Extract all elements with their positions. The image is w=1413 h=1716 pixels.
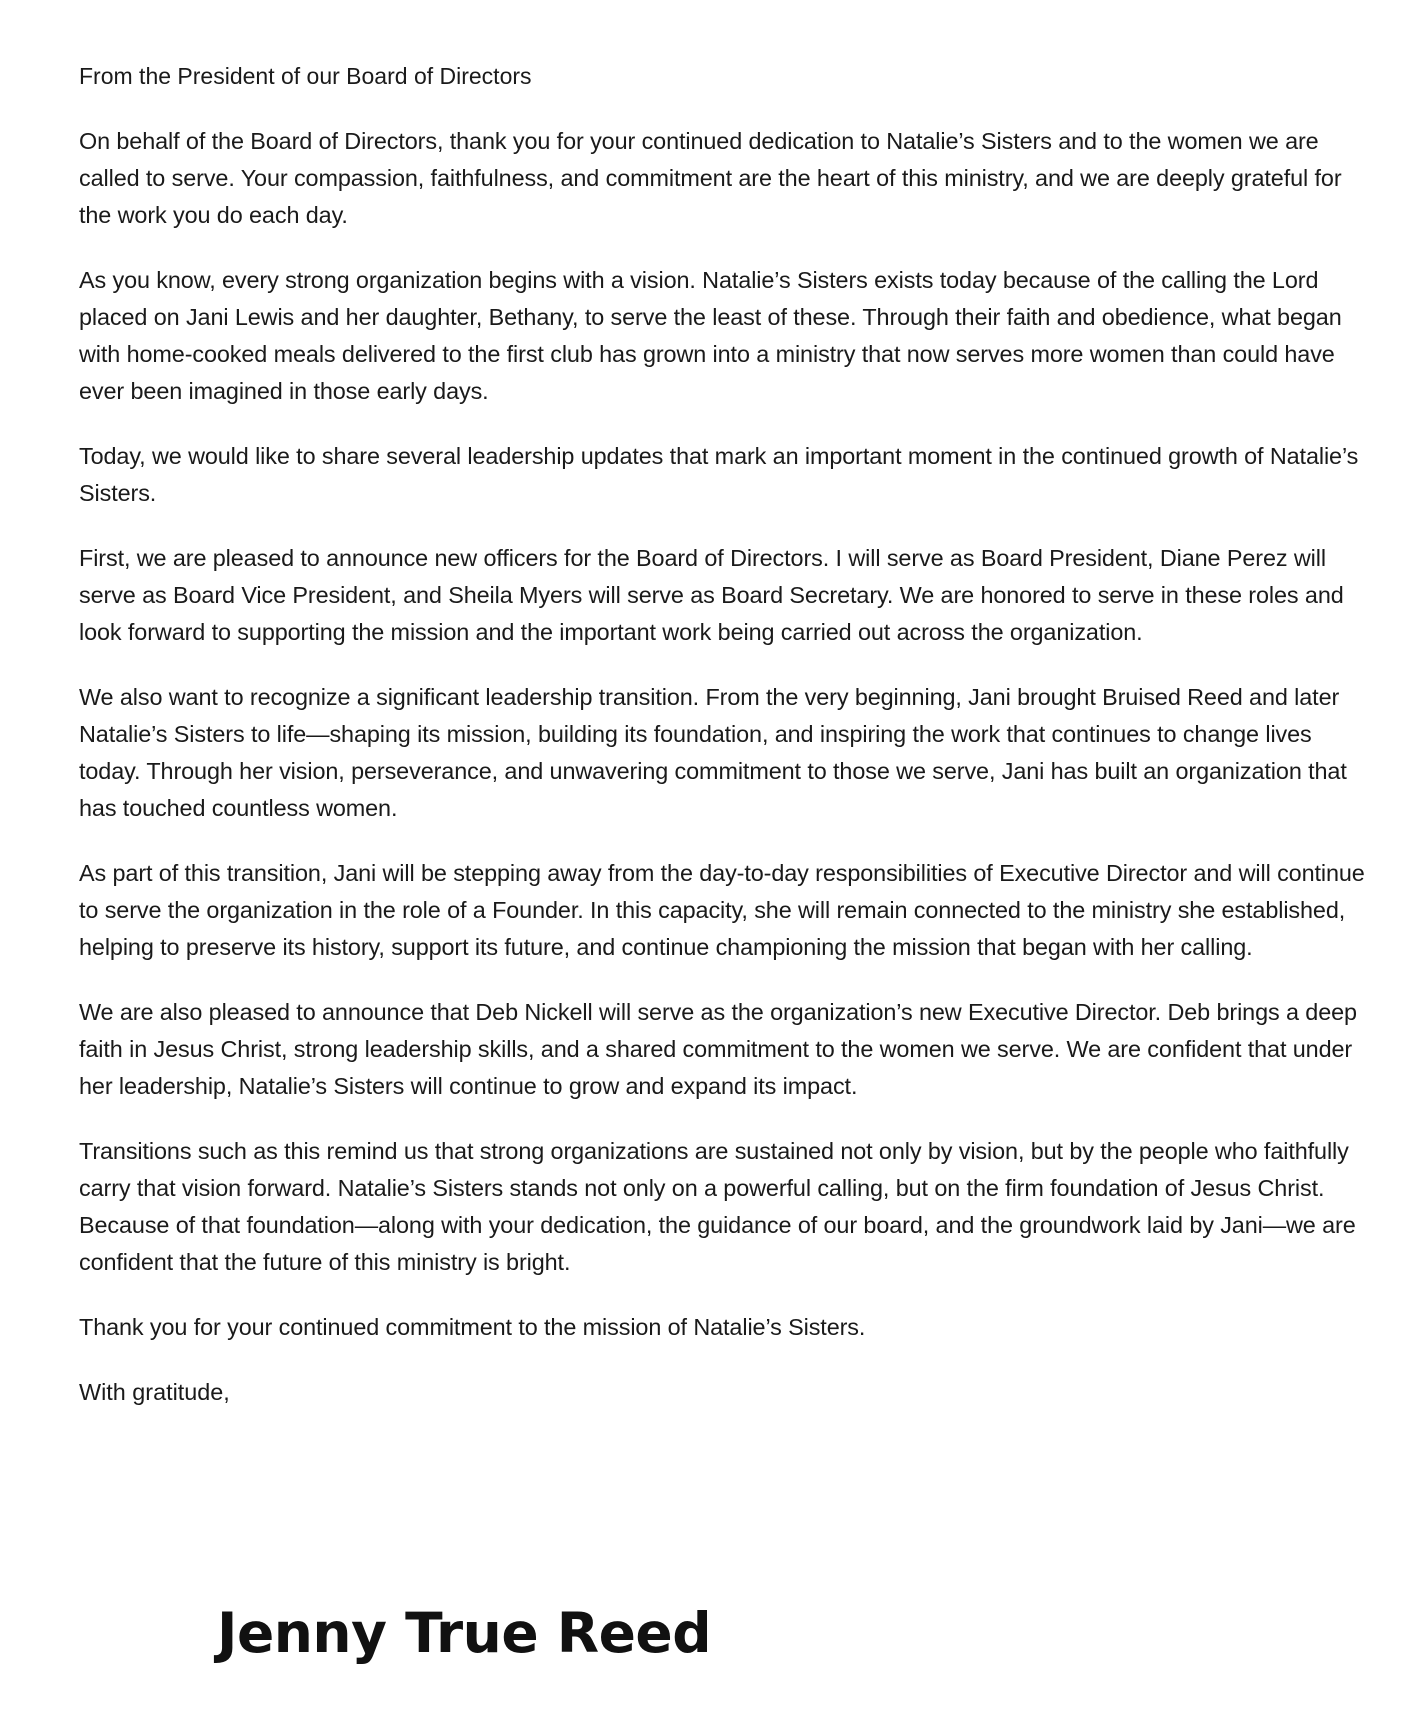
paragraph-vision: As you know, every strong organization begins with a vision. Natalie’s Sisters exists today because of the calling the Lord placed on Jani Lewis and her daughter, Bethany, to serve the least of these. Through their faith and obedience, what began with home-cooked meals delivered to the first club has grown into a ministry that now serves more women than could have ever been imagined in those early days.: [79, 267, 1342, 404]
paragraph-founder: As part of this transition, Jani will be stepping away from the day-to-day responsibilities of Executive Director and will continue to serve the organization in the role of a Founder. In this capacity, she will remain connected to the ministry she established, helping to preserve its history, support its future, and continue championing the mission that began with her calling.: [79, 860, 1365, 960]
letter-body: [79, 58, 1379, 1439]
paragraph-future: Transitions such as this remind us that strong organizations are sustained not only by vision, but by the people who faithfully carry that vision forward. Natalie’s Sisters stands not only on a powerful calling, but on the firm foundation of Jesus Christ. Because of that foundation—along with your dedication, the guidance of our board, and the groundwork laid by Jani—we are confident that the future of this ministry is bright.: [79, 1138, 1356, 1275]
paragraph-executive-director: We are also pleased to announce that Deb Nickell will serve as the organization’s new Executive Director. Deb brings a deep faith in Jesus Christ, strong leadership skills, and a shared commitment to the women we serve. We are confident that under her leadership, Natalie’s Sisters will continue to grow and expand its impact.: [79, 999, 1357, 1099]
paragraph-thanks: On behalf of the Board of Directors, thank you for your continued dedication to Natalie’s Sisters and to the women we are called to serve. Your compassion, faithfulness, and commitment are the heart of this ministry, and we are deeply grateful for the work you do each day.: [79, 128, 1342, 228]
signature: Jenny True Reed: [217, 1601, 712, 1665]
closing-line: With gratitude,: [79, 1379, 230, 1405]
letter-heading: From the President of our Board of Directors: [79, 63, 532, 89]
paragraph-updates: Today, we would like to share several leadership updates that mark an important moment in the continued growth of Natalie’s Sisters.: [79, 443, 1359, 506]
paragraph-transition: We also want to recognize a significant leadership transition. From the very beginning, Jani brought Bruised Reed and later Natalie’s Sisters to life—shaping its mission, building its foundation, and inspiring the work that continues to change lives today. Through her vision, perseverance, and unwavering commitment to those we serve, Jani has built an organization that has touched countless women.: [79, 684, 1347, 821]
paragraph-closing-thanks: Thank you for your continued commitment to the mission of Natalie’s Sisters.: [79, 1314, 866, 1340]
paragraph-officers: First, we are pleased to announce new officers for the Board of Directors. I will serve as Board President, Diane Perez will serve as Board Vice President, and Sheila Myers will serve as Board Secretary. We are honored to serve in these roles and look forward to supporting the mission and the important work being carried out across the organization.: [79, 545, 1344, 645]
